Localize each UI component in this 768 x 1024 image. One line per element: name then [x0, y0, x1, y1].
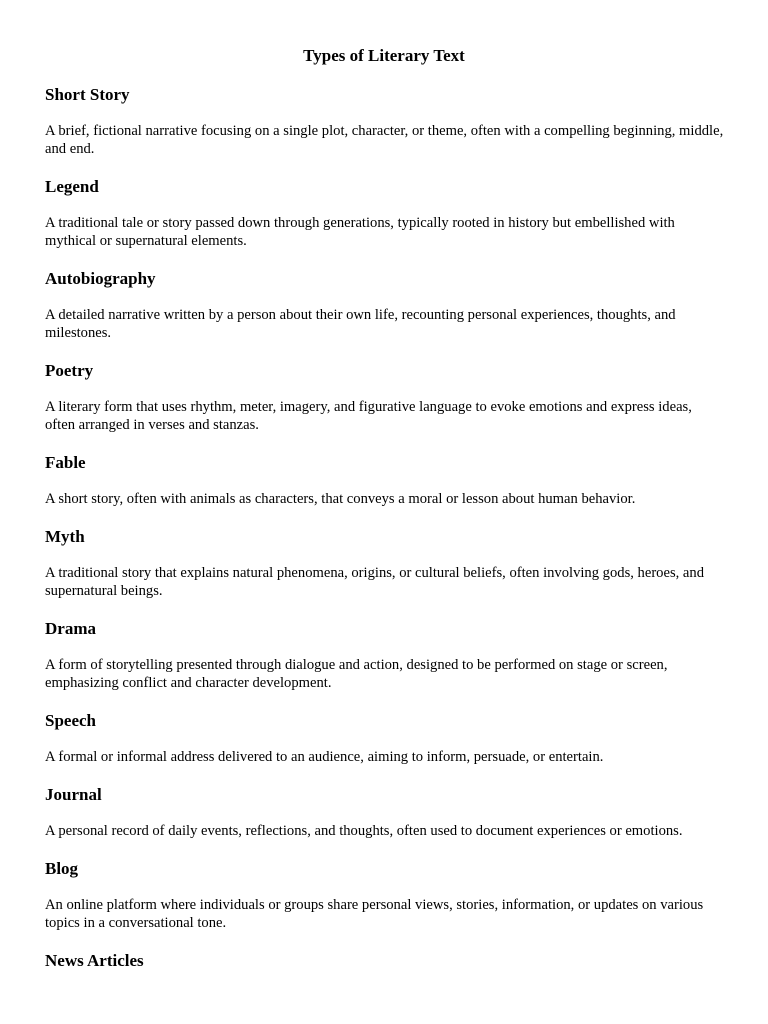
section-body: A literary form that uses rhythm, meter, imagery, and figurative language to evoke emotions and express ideas, often arranged in verses and stanzas. — [45, 399, 692, 433]
section-body: A personal record of daily events, reflections, and thoughts, often used to document experiences or emotions. — [45, 823, 683, 839]
section-heading: Autobiography — [45, 269, 156, 288]
section-poetry — [45, 361, 725, 434]
section-speech — [45, 711, 725, 766]
section-body: A traditional story that explains natural phenomena, origins, or cultural beliefs, often involving gods, heroes, and supernatural beings. — [45, 565, 704, 599]
section-fable — [45, 453, 725, 508]
section-heading: Myth — [45, 527, 85, 546]
section-body: A brief, fictional narrative focusing on a single plot, character, or theme, often with a compelling beginning, middle, and end. — [45, 123, 724, 157]
section-drama — [45, 619, 725, 692]
section-journal — [45, 785, 725, 840]
section-heading: Fable — [45, 453, 86, 472]
section-heading: Poetry — [45, 361, 94, 380]
section-body: An online platform where individuals or groups share personal views, stories, information, or updates on various topics in a conversational tone. — [45, 897, 704, 931]
section-heading: Short Story — [45, 85, 130, 104]
section-heading: Journal — [45, 785, 102, 804]
section-heading: Speech — [45, 711, 96, 730]
section-blog — [45, 859, 725, 932]
section-myth — [45, 527, 725, 600]
section-heading: Drama — [45, 619, 96, 638]
section-body: A formal or informal address delivered to an audience, aiming to inform, persuade, or entertain. — [45, 749, 604, 765]
section-body: A short story, often with animals as characters, that conveys a moral or lesson about human behavior. — [45, 491, 636, 507]
section-autobiography — [45, 269, 725, 342]
document-title: Types of Literary Text — [303, 46, 465, 65]
section-body: A form of storytelling presented through dialogue and action, designed to be performed on stage or screen, emphasizing conflict and character development. — [45, 657, 668, 691]
section-heading: Blog — [45, 859, 79, 878]
section-legend — [45, 177, 725, 250]
section-body: A detailed narrative written by a person about their own life, recounting personal experiences, thoughts, and milestones. — [45, 307, 676, 341]
section-heading: News Articles — [45, 951, 144, 970]
section-news-articles — [45, 951, 725, 971]
section-body: A traditional tale or story passed down through generations, typically rooted in history but embellished with mythical or supernatural elements. — [45, 215, 675, 249]
section-short-story — [45, 85, 725, 158]
section-heading: Legend — [45, 177, 99, 196]
